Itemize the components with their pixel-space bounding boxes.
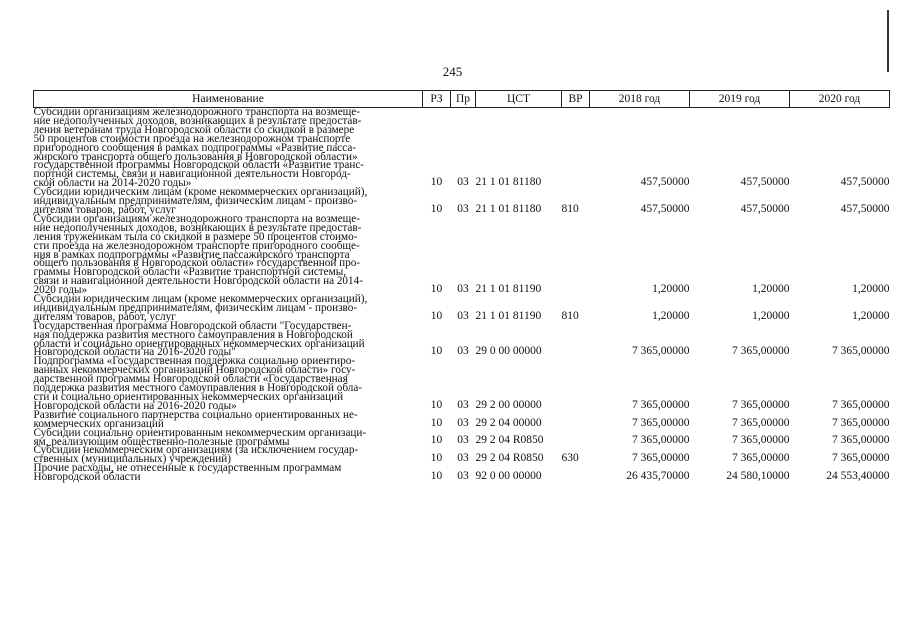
row-amount-2018: 7 365,00000 [632, 416, 690, 429]
row-name-line: жирского транспорта общего пользования в Новгородской области» [33, 150, 358, 163]
row-name-line: поддержка развития местного самоуправления в Новгородской обла- [33, 382, 363, 395]
row-amount-2018: 7 365,00000 [632, 345, 690, 358]
row-name-line: области и социально ориентированных некоммерческих организаций [33, 337, 365, 350]
table-row [34, 295, 890, 322]
row-vr: 630 [561, 452, 579, 465]
row-name-line: ления ветеранам труда Новгородской области со скидкой в размере [33, 123, 355, 136]
row-name-line: ственных (муниципальных) учреждений) [33, 453, 231, 466]
row-rz: 10 [430, 398, 443, 411]
row-name-line: дарственной программы Новгородской области «Государственная [33, 373, 348, 386]
row-amount-2020: 1,20000 [852, 309, 890, 322]
row-rz: 10 [430, 345, 443, 358]
row-pr: 03 [457, 452, 469, 465]
row-amount-2018: 1,20000 [652, 283, 690, 296]
table-row [34, 357, 890, 410]
row-cst: 29 2 04 R0850 [475, 434, 544, 447]
row-name-line: Новгородской области на 2016-2020 годы" [33, 346, 236, 359]
table-row [34, 215, 890, 295]
table-row [34, 411, 890, 429]
row-amount-2019: 7 365,00000 [732, 345, 790, 358]
row-pr: 03 [457, 416, 469, 429]
row-name-line: ная поддержка развития местного самоуправления в Новгородской [33, 328, 353, 341]
row-amount-2019: 457,50000 [740, 202, 790, 215]
header-cst: ЦСТ [476, 91, 562, 108]
row-name [34, 108, 423, 189]
row-amount-2019: 1,20000 [752, 283, 790, 296]
page-edge-mark [887, 10, 889, 72]
header-2018: 2018 год [590, 91, 690, 108]
row-pr: 03 [457, 283, 469, 296]
row-name-line: дителям товаров, работ, услуг [33, 310, 176, 323]
row-amount-2018: 7 365,00000 [632, 452, 690, 465]
row-cst: 29 2 00 00000 [475, 398, 542, 411]
budget-table [33, 90, 890, 482]
row-name-line: Развитие социального партнерства социально ориентированных не- [33, 408, 358, 421]
row-name [34, 295, 423, 322]
row-name-line: ления труженикам тыла со скидкой в размере 50 процентов стоимо- [33, 230, 358, 243]
row-vr: 810 [561, 309, 579, 322]
header-pr: Пр [451, 91, 476, 108]
header-vr: ВР [562, 91, 590, 108]
row-name-line: государственной программы Новгородской области «Развитие транс- [33, 159, 365, 172]
row-name-line: Субсидии юридическим лицам (кроме некоммерческих организаций), [33, 186, 368, 199]
row-name-line: граммы Новгородской области «Развитие транспортной системы, [33, 266, 347, 279]
row-amount-2019: 7 365,00000 [732, 398, 790, 411]
row-vr [562, 429, 590, 447]
row-name-line: общего пользования в Новгородской области» государственной про- [33, 257, 361, 270]
row-name-line: ние недополученных доходов, возникающих в результате предостав- [33, 114, 362, 127]
row-amount-2020: 457,50000 [840, 176, 890, 189]
table-row [34, 108, 890, 189]
row-name-line: связи и навигационной деятельности Новгородской области на 2014- [33, 275, 363, 288]
row-amount-2020: 7 365,00000 [832, 345, 890, 358]
row-vr [562, 464, 590, 482]
row-cst: 29 2 04 R0850 [475, 452, 544, 465]
row-name-line: ванных некоммерческих организаций Новгородской области» госу- [33, 364, 356, 377]
table-body [34, 108, 890, 483]
row-cst: 29 2 04 00000 [475, 416, 542, 429]
row-name-line: дителям товаров, работ, услуг [33, 203, 176, 216]
row-cst: 21 1 01 81180 [475, 202, 542, 215]
row-amount-2020: 1,20000 [852, 283, 890, 296]
row-name-line: Прочие расходы, не отнесенные к государственным программам [33, 462, 342, 475]
header-name: Наименование [34, 91, 423, 108]
header-2020: 2020 год [790, 91, 890, 108]
row-amount-2019: 7 365,00000 [732, 434, 790, 447]
row-amount-2019: 7 365,00000 [732, 452, 790, 465]
row-pr: 03 [457, 398, 469, 411]
row-name [34, 188, 423, 215]
row-name-line: Новгородской области [33, 471, 141, 484]
row-amount-2018: 1,20000 [652, 309, 690, 322]
row-cst: 21 1 01 81190 [475, 283, 542, 296]
row-amount-2019: 24 580,10000 [726, 470, 790, 483]
row-amount-2019: 7 365,00000 [732, 416, 790, 429]
row-name-line: Новгородской области на 2016-2020 годы» [33, 399, 237, 412]
table-header-row [34, 91, 890, 108]
row-name-line: сти проезда на железнодорожном транспорте пригородного сообще- [33, 239, 360, 252]
row-pr: 03 [457, 434, 469, 447]
row-pr: 03 [457, 176, 469, 189]
page-number: 245 [442, 64, 463, 79]
row-name [34, 464, 423, 482]
row-vr: 810 [561, 202, 579, 215]
row-cst: 92 0 00 00000 [475, 470, 542, 483]
row-name-line: ям, реализующим общественно-полезные программы [33, 435, 290, 448]
row-rz: 10 [430, 470, 443, 483]
row-pr: 03 [457, 470, 469, 483]
row-name-line: ния в рамках подпрограммы «Развитие пассажирского транспорта [33, 248, 350, 261]
row-name-line: 50 процентов стоимости проезда на железнодорожном транспорте [33, 132, 351, 145]
table-row [34, 464, 890, 482]
row-name-line: индивидуальным предпринимателям, физическим лицам - произво- [33, 301, 358, 314]
row-rz: 10 [430, 452, 443, 465]
row-amount-2018: 457,50000 [640, 176, 690, 189]
row-name-line: Субсидии организациям железнодорожного транспорта на возмеще- [33, 212, 360, 225]
row-name-line: ние недополученных доходов, возникающих в результате предостав- [33, 221, 362, 234]
table-row [34, 322, 890, 358]
row-rz: 10 [430, 416, 443, 429]
row-name-line: коммерческих организаций [33, 417, 164, 430]
row-name-line: сти и социально ориентированных некоммерческих организаций [33, 391, 344, 403]
row-name-line: Подпрограмма «Государственная поддержка социально ориентиро- [33, 355, 356, 368]
row-amount-2019: 1,20000 [752, 309, 790, 322]
row-rz: 10 [430, 309, 443, 322]
header-rz: РЗ [423, 91, 451, 108]
row-name [34, 357, 423, 410]
table-row [34, 188, 890, 215]
row-amount-2020: 24 553,40000 [826, 470, 890, 483]
row-amount-2019: 457,50000 [740, 176, 790, 189]
row-pr: 03 [457, 202, 469, 215]
row-amount-2018: 457,50000 [640, 202, 690, 215]
row-rz: 10 [430, 283, 443, 296]
row-name-line: 2020 годы» [33, 284, 88, 297]
row-amount-2020: 7 365,00000 [832, 398, 890, 411]
row-rz: 10 [430, 202, 443, 215]
row-name-line: портной системы, связи и навигационной деятельности Новгород- [33, 168, 351, 181]
row-pr: 03 [457, 345, 469, 358]
row-amount-2020: 457,50000 [840, 202, 890, 215]
row-vr [562, 108, 590, 189]
row-vr [562, 215, 590, 295]
row-vr [562, 411, 590, 429]
row-name [33, 319, 423, 359]
row-amount-2018: 26 435,70000 [626, 470, 690, 483]
row-amount-2018: 7 365,00000 [632, 398, 690, 411]
row-name-line: ской области на 2014-2020 годы» [33, 177, 192, 190]
row-cst: 21 1 01 81190 [475, 309, 542, 322]
row-name-line: Субсидии некоммерческим организациям (за исключением государ- [33, 444, 359, 457]
row-amount-2020: 7 365,00000 [832, 434, 890, 447]
row-name-line: индивидуальным предпринимателям, физическим лицам - произво- [33, 195, 358, 208]
row-name-line: Субсидии социально ориентированным некоммерческим организаци- [33, 426, 367, 439]
row-vr [562, 357, 590, 410]
row-amount-2018: 7 365,00000 [632, 434, 690, 447]
row-name-line: Государственная программа Новгородской области "Государствен- [33, 319, 352, 332]
row-amount-2020: 7 365,00000 [832, 452, 890, 465]
row-rz: 10 [430, 176, 443, 189]
row-name [33, 212, 423, 297]
header-2019: 2019 год [690, 91, 790, 108]
row-name-line: Субсидии организациям железнодорожного транспорта на возмеще- [33, 106, 360, 118]
row-vr [562, 322, 590, 358]
row-pr: 03 [457, 309, 469, 322]
row-amount-2020: 7 365,00000 [832, 416, 890, 429]
row-name [33, 408, 423, 430]
row-rz: 10 [430, 434, 443, 447]
row-name-line: Субсидии юридическим лицам (кроме некоммерческих организаций), [33, 293, 368, 306]
row-cst: 21 1 01 81180 [475, 176, 542, 189]
row-cst: 29 0 00 00000 [475, 345, 542, 358]
row-name-line: пригородного сообщения в рамках подпрограммы «Развитие пасса- [33, 141, 357, 154]
